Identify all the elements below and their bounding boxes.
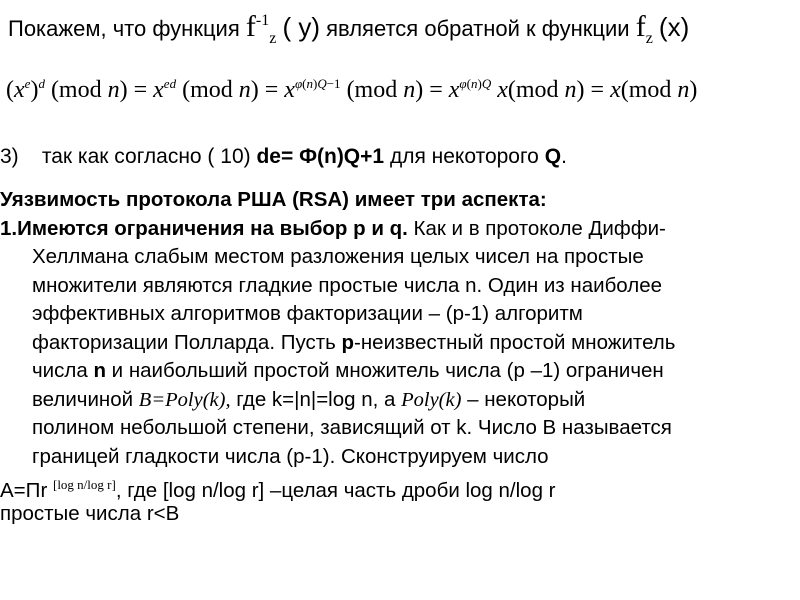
text-line: числа n и наибольший простой множитель числа (p –1) ограничен	[32, 359, 664, 382]
condition-equation: de= Ф(n)Q+1	[256, 145, 385, 168]
text-line: границей гладкости числа (p-1). Сконструируем число	[32, 444, 549, 468]
intro-line	[8, 10, 689, 48]
text-line: факторизации Полларда. Пусть p-неизвестный простой множитель	[32, 330, 676, 354]
product-line: A=Πr [log n/log r], где [log n/log r] –целая часть дроби log n/log r	[0, 477, 556, 502]
intro-prefix: Покажем, что функция	[8, 16, 240, 41]
text-line: множители являются гладкие простые числа n. Один из наиболее	[32, 273, 663, 297]
section-heading: Уязвимость протокола РША (RSA) имеет три аспекта:	[0, 188, 547, 211]
intro-middle: является обратной к функции	[326, 16, 630, 41]
inverse-function-arg: ( y)	[282, 12, 320, 42]
function-arg: (x)	[658, 12, 690, 42]
inverse-function: $f^{-1}_z$	[245, 10, 277, 47]
rsa-inverse-formula: $(x^e)^d$ (mod $n) = x^{ed}$ (mod $n) = x^{\varphi(n)Q-1}$ (mod $n) = x^{\varphi(n)Q}$ x(mod n) = x(mod n)	[6, 76, 698, 103]
condition-q: Q	[544, 145, 562, 168]
text-line: величиной B=Poly(k), где k=|n|=log n, а Poly(k) – некоторый	[32, 387, 586, 411]
condition-mid: для некоторого	[389, 145, 539, 168]
item-number: 3)	[0, 145, 19, 168]
text-line: эффективных алгоритмов факторизации – (p-1) алгоритм	[32, 302, 583, 325]
condition-line: 3) так как согласно ( 10) de= Ф(n)Q+1 для некоторого Q.	[0, 145, 567, 168]
function: $f_z$	[635, 10, 653, 47]
text-line: полином небольшой степени, зависящий от k. Число B называется	[32, 416, 672, 439]
condition-pre: так как согласно ( 10)	[41, 145, 251, 168]
text-line: простые числа r<B	[0, 501, 180, 525]
text-line: Хеллмана слабым местом разложения целых чисел на простые	[32, 245, 644, 268]
item1-line: 1.Имеются ограничения на выбор p и q. Как и в протоколе Диффи-	[0, 216, 666, 240]
